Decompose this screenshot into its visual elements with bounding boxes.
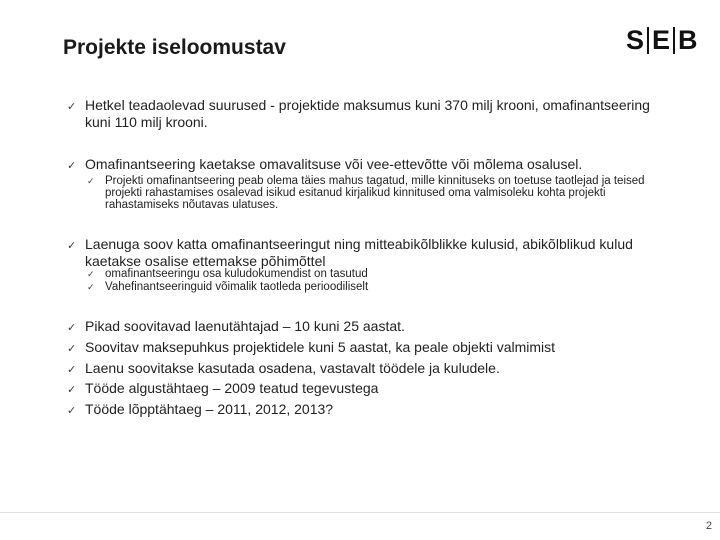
footer-band xyxy=(0,512,720,540)
logo-divider xyxy=(647,27,649,54)
checkmark-icon: ✓ xyxy=(67,159,77,172)
slide-title: Projekte iseloomustav xyxy=(63,36,286,59)
checkmark-icon: ✓ xyxy=(87,270,95,280)
bullet-text: Tööde lõpptähtaeg – 2011, 2012, 2013? xyxy=(85,401,334,417)
bullet-item xyxy=(67,360,667,378)
bullet-text: omafinantseeringu osa kuludokumendist on tasutud xyxy=(105,268,368,280)
footer-divider xyxy=(0,512,720,513)
sub-bullet-item xyxy=(87,268,677,281)
bullet-item xyxy=(67,318,667,336)
seb-logo xyxy=(626,25,698,55)
checkmark-icon: ✓ xyxy=(67,342,77,355)
bullet-text: Laenu soovitakse kasutada osadena, vastavalt töödele ja kuludele. xyxy=(85,360,500,376)
checkmark-icon: ✓ xyxy=(67,404,77,417)
logo-letter-e: E xyxy=(652,24,671,55)
checkmark-icon: ✓ xyxy=(67,363,77,376)
logo-letter-s: S xyxy=(626,24,645,55)
bullet-text: Hetkel teadaolevad suurused - projektide maksumus kuni 370 milj krooni, omafinantseering kuni 110 milj krooni. xyxy=(85,97,650,130)
bullet-text: Tööde algustähtaeg – 2009 teatud tegevustega xyxy=(85,380,379,396)
bullet-item xyxy=(67,156,667,174)
logo-letter-b: B xyxy=(678,24,698,55)
sub-bullet-item xyxy=(87,281,677,294)
bullet-text: Pikad soovitavad laenutähtajad – 10 kuni 25 aastat. xyxy=(85,318,405,334)
page-number: 2 xyxy=(705,520,712,532)
checkmark-icon: ✓ xyxy=(87,177,95,187)
bullet-text: Omafinantseering kaetakse omavalitsuse või vee-ettevõtte või mõlema osalusel. xyxy=(85,156,583,172)
bullet-text: Soovitav maksepuhkus projektidele kuni 5 aastat, ka peale objekti valmimist xyxy=(85,339,556,355)
checkmark-icon: ✓ xyxy=(67,100,77,113)
logo-divider xyxy=(673,27,675,54)
bullet-text: Laenuga soov katta omafinantseeringut ning mitteabikõlblikke kulusid, abikõlblikud kulud kaetakse osalise ettemakse põhimõttel xyxy=(85,236,633,269)
bullet-item xyxy=(67,236,667,270)
checkmark-icon: ✓ xyxy=(67,321,77,334)
checkmark-icon: ✓ xyxy=(67,239,77,252)
bullet-text: Vahefinantseeringuid võimalik taotleda perioodiliselt xyxy=(105,281,369,293)
checkmark-icon: ✓ xyxy=(87,283,95,293)
checkmark-icon: ✓ xyxy=(67,383,77,396)
bullet-item xyxy=(67,401,667,419)
bullet-text: Projekti omafinantseering peab olema täies mahus tagatud, mille kinnituseks on toetuse taotlejad ja teised projekti rahastamises osalevad isikud esitanud kirjalikud kinnitused oma valmisoleku kohta projekti rahastamiseks nõutavas ulatuses. xyxy=(105,175,645,211)
sub-bullet-item xyxy=(87,175,677,211)
bullet-item xyxy=(67,339,667,357)
bullet-item xyxy=(67,97,667,131)
bullet-item xyxy=(67,380,667,398)
